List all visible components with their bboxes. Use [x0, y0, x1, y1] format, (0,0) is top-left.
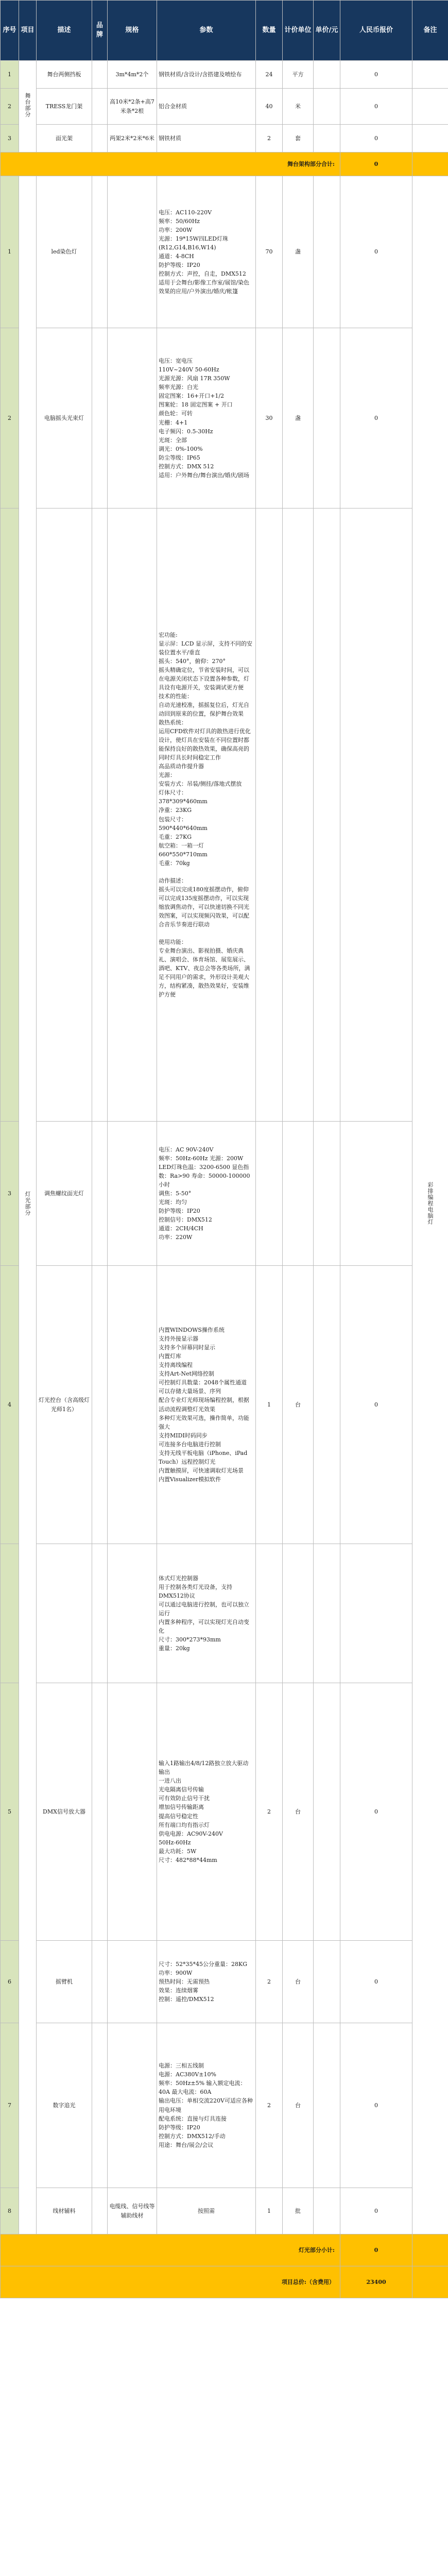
table-row	[1, 1122, 448, 1266]
row-param: 输入1路输出4/8/12路独立放大驱动输出 一进八出 光电隔离信号传输 可有效防止信号干扰 增加信号传输距离 提高信号稳定性 所有端口均有指示灯 供电电源：AC90V-240V 50Hz-60Hz 最大功耗：5W 尺寸：482*88*44mm	[157, 1683, 256, 1941]
row-price	[314, 1266, 340, 1544]
row-desc: led染色灯	[37, 176, 92, 328]
row-price	[314, 1544, 340, 1683]
row-qty: 40	[256, 89, 283, 125]
row-price	[314, 1122, 340, 1266]
row-brand	[92, 1941, 108, 2023]
row-desc: TRESS龙门架	[37, 89, 92, 125]
row-unit	[283, 1544, 314, 1683]
lighting-subtotal-value: 0	[340, 2234, 412, 2266]
row-qty: 24	[256, 61, 283, 89]
row-spec: 高10米*2条+高7米条*2根	[108, 89, 157, 125]
row-seq: 1	[1, 176, 19, 328]
row-param: 钢铁材质/含设计/含搭建及喷绘布	[157, 61, 256, 89]
row-param: 电压：宽电压 110V~240V 50-60Hz 光源光源：风扇 17R 350W 频率光源：白光 固定图案：16+开口+1/2 图案轮：18 固定图案 + 开口 颜色轮：可转 光栅：4+1 电子频闪：0.5-30Hz 光斑：全部 调光：0%-100% 防尘等级：IP65 控制方式：DMX 512 适用：户外舞台/舞台演出/婚庆/剧场	[157, 328, 256, 509]
row-param: 宏功能: 显示屏：LCD 显示屏，支持不同的安装位置水平/垂直 摇头：540°，俯仰：270° 摇头精确定位，节省安装时间，可以在电源关闭状态下设置各种参数，灯具设有电源开关，安装调试更方便 技术的性能： 自动光速校准，摇摇复位后，灯光自动回到原来的位置，保护舞台效果 散热系统： 运用CFD软件对灯具的散热进行优化设计，使灯具在安装在不同位置时都能保持良好的散热效果，确保高亮的同时灯具长时间稳定工作 高品质动作提升器 光源： 安装方式：吊装/侧挂/落地式摆放 灯体尺寸： 378*309*460mm 净重：23KG 包装尺寸： 590*440*640mm 毛重：27KG 航空箱：一箱一灯 660*550*710mm 毛重：70kg 动作描述： 摇头可以完成180度摇摆动作，俯仰可以完成135度摇摆动作，可以实现缩放调焦动作，可以快速切换不同光效图案，可以实现频闪效果，可以配合音乐节奏进行联动 使用功能： 专业舞台演出、影视拍摄、婚庆典礼、演唱会、体育场馆、展览展示、酒吧、KTV、夜总会等各类场所，满足不同用户的需求，外形设计美观大方，结构紧凑，散热效果好，安装维护方便	[157, 509, 256, 1122]
header-param: 参数	[157, 1, 256, 61]
header-item: 项目	[19, 1, 37, 61]
table-row	[1, 509, 448, 1122]
row-desc: 灯光控台（含高级灯光师1名）	[37, 1266, 92, 1544]
row-total: 0	[340, 176, 412, 328]
row-total: 0	[340, 89, 412, 125]
table-row	[1, 328, 448, 509]
row-seq: 7	[1, 2023, 19, 2188]
row-unit: 盏	[283, 176, 314, 328]
row-param: 按照需	[157, 2188, 256, 2234]
row-seq: 4	[1, 1266, 19, 1544]
table-row	[1, 2023, 448, 2188]
row-desc	[37, 509, 92, 1122]
row-total: 0	[340, 1266, 412, 1544]
row-seq	[1, 1544, 19, 1683]
row-desc: DMX信号放大器	[37, 1683, 92, 1941]
row-price	[314, 509, 340, 1122]
row-spec	[108, 176, 157, 328]
row-desc: 面光架	[37, 125, 92, 152]
row-qty	[256, 1544, 283, 1683]
row-param: 铝合金材质	[157, 89, 256, 125]
row-spec	[108, 328, 157, 509]
lighting-subtotal-row	[1, 2234, 448, 2266]
row-total: 0	[340, 61, 412, 89]
table-row	[1, 125, 448, 152]
row-seq: 8	[1, 2188, 19, 2234]
row-spec	[108, 1544, 157, 1683]
row-brand	[92, 176, 108, 328]
row-price	[314, 2188, 340, 2234]
header-brand: 品牌	[92, 1, 108, 61]
row-qty: 2	[256, 2023, 283, 2188]
row-spec	[108, 1941, 157, 2023]
row-param: 电压：AC110-220V 频率：50/60Hz 功率：200W 光源：19*15W四LED灯珠 (R12,G14,B16,W14) 通道：4-8CH 防护等级：IP20 控制方式：声控，自走，DMX512 适用于会舞台/影像工作室/展馆/染色效果的应用/户外演出/婚庆/帐篷	[157, 176, 256, 328]
row-spec	[108, 1122, 157, 1266]
row-price	[314, 1683, 340, 1941]
row-unit: 平方	[283, 61, 314, 89]
row-spec	[108, 2023, 157, 2188]
row-total: 0	[340, 1941, 412, 2023]
row-unit: 台	[283, 1941, 314, 2023]
row-total	[340, 1544, 412, 1683]
row-total	[340, 1122, 412, 1266]
row-seq: 3	[1, 125, 19, 152]
row-brand	[92, 328, 108, 509]
header-unit: 计价单位	[283, 1, 314, 61]
row-remark	[412, 125, 448, 152]
row-spec: 两架2米*2米*6米	[108, 125, 157, 152]
row-price	[314, 176, 340, 328]
row-brand	[92, 1544, 108, 1683]
header-row	[1, 1, 448, 61]
row-desc: 调焦螺纹面光灯	[37, 1122, 92, 1266]
row-unit: 台	[283, 2023, 314, 2188]
grand-total-row	[1, 2266, 448, 2298]
row-total: 0	[340, 2188, 412, 2234]
header-remark: 备注	[412, 1, 448, 61]
row-remark	[412, 61, 448, 89]
header-total: 人民币报价	[340, 1, 412, 61]
row-unit	[283, 509, 314, 1122]
row-brand	[92, 1122, 108, 1266]
table-row	[1, 1266, 448, 1544]
table-row	[1, 1941, 448, 2023]
table-row	[1, 176, 448, 328]
row-total: 0	[340, 125, 412, 152]
row-spec: 电缆线、信号线等辅助线材	[108, 2188, 157, 2234]
header-seq: 序号	[1, 1, 19, 61]
row-brand	[92, 2188, 108, 2234]
row-seq: 1	[1, 61, 19, 89]
row-remark	[412, 89, 448, 125]
category-lighting: 灯光部分	[19, 176, 37, 2234]
table-row	[1, 2188, 448, 2234]
header-spec: 规格	[108, 1, 157, 61]
row-param: 尺寸：52*35*45公分重量：28KG 功率：900W 预热时间：无需预热 效果：连续烟雾 控制：遥控/DMX512	[157, 1941, 256, 2023]
row-total: 0	[340, 1683, 412, 1941]
row-unit: 盏	[283, 328, 314, 509]
row-desc: 舞台两侧挡板	[37, 61, 92, 89]
row-seq: 6	[1, 1941, 19, 2023]
row-total: 0	[340, 2023, 412, 2188]
lighting-remark: 彩排编程电脑灯	[412, 176, 448, 2234]
row-qty: 30	[256, 328, 283, 509]
row-price	[314, 61, 340, 89]
row-desc: 数字追光	[37, 2023, 92, 2188]
row-price	[314, 328, 340, 509]
row-brand	[92, 125, 108, 152]
row-param: 电压：AC 90V-240V 频率：50Hz-60Hz 光源：200W LED灯珠色温：3200-6500 显色指数：Ra>90 寿命：50000-100000 小时 调焦：5-50° 光斑：均匀 防护等级：IP20 控制信号：DMX512 通道：2CH/4CH 功率：220W	[157, 1122, 256, 1266]
row-seq: 3	[1, 1122, 19, 1266]
row-param: 内置WINDOWS操作系统 支持外接显示器 支持多个屏幕同时显示 内置灯库 支持离线编程 支持Art-Net网络控制 可控制灯具数量：2048个属性通道 可以存储大量场景、序列 配合专业灯光师现场编程控制，根据活动流程调整灯光效果 多种灯光效果可选，操作简单，功能强大 支持MIDI时码同步 可连接多台电脑进行控制 支持无线平板电脑（iPhone、iPad Touch）远程控制灯光 内置触摸屏，可快速调取灯光场景 内置Visualizer模拟软件	[157, 1266, 256, 1544]
row-seq	[1, 509, 19, 1122]
row-price	[314, 89, 340, 125]
row-spec	[108, 509, 157, 1122]
row-param: 电源：三相五线制 电源：AC380V±10% 频率：50Hz±5% 输入额定电流：40A 最大电流：60A 输出电压：单相交流220V可适应各种用电环境 配电系统：直接与灯具连接 防护等级：IP20 控制方式：DMX512/手动 用途：舞台/展会/会议	[157, 2023, 256, 2188]
row-brand	[92, 1683, 108, 1941]
row-seq: 2	[1, 328, 19, 509]
category-stage: 舞台部分	[19, 61, 37, 152]
stage-subtotal-value: 0	[340, 152, 412, 176]
row-total: 0	[340, 328, 412, 509]
row-price	[314, 1941, 340, 2023]
row-qty	[256, 509, 283, 1122]
row-desc	[37, 1544, 92, 1683]
header-price: 单价/元	[314, 1, 340, 61]
row-unit	[283, 1122, 314, 1266]
row-unit: 台	[283, 1266, 314, 1544]
header-desc: 描述	[37, 1, 92, 61]
stage-subtotal-label: 舞台架构部分合计:	[1, 152, 340, 176]
row-seq: 5	[1, 1683, 19, 1941]
row-desc: 线材辅料	[37, 2188, 92, 2234]
row-unit: 米	[283, 89, 314, 125]
row-param: 钢铁材质	[157, 125, 256, 152]
row-brand	[92, 61, 108, 89]
lighting-subtotal-label: 灯光部分小计:	[1, 2234, 340, 2266]
row-seq: 2	[1, 89, 19, 125]
row-qty: 1	[256, 1266, 283, 1544]
row-spec: 3m*4m*2个	[108, 61, 157, 89]
table-row	[1, 61, 448, 89]
stage-subtotal-row	[1, 152, 448, 176]
row-spec	[108, 1683, 157, 1941]
table-row	[1, 89, 448, 125]
table-row	[1, 1544, 448, 1683]
table-row	[1, 1683, 448, 1941]
row-brand	[92, 2023, 108, 2188]
grand-total-label: 项目总价:（含费用）	[1, 2266, 340, 2298]
header-qty: 数量	[256, 1, 283, 61]
row-total	[340, 509, 412, 1122]
row-param: 体式灯光控制器 用于控制各类灯光设备，支持DMX512协议 可以通过电脑进行控制，也可以独立运行 内置多种程序，可以实现灯光自动变化 尺寸：300*273*93mm 重量：20kg	[157, 1544, 256, 1683]
row-qty: 2	[256, 1683, 283, 1941]
row-qty	[256, 1122, 283, 1266]
row-qty: 70	[256, 176, 283, 328]
row-qty: 2	[256, 1941, 283, 2023]
row-qty: 2	[256, 125, 283, 152]
row-spec	[108, 1266, 157, 1544]
row-brand	[92, 89, 108, 125]
row-unit: 套	[283, 125, 314, 152]
row-brand	[92, 509, 108, 1122]
row-unit: 批	[283, 2188, 314, 2234]
row-price	[314, 125, 340, 152]
row-brand	[92, 1266, 108, 1544]
grand-total-value: 23400	[340, 2266, 412, 2298]
row-qty: 1	[256, 2188, 283, 2234]
row-price	[314, 2023, 340, 2188]
row-unit: 台	[283, 1683, 314, 1941]
row-desc: 电脑摇头光束灯	[37, 328, 92, 509]
row-desc: 摇臂机	[37, 1941, 92, 2023]
